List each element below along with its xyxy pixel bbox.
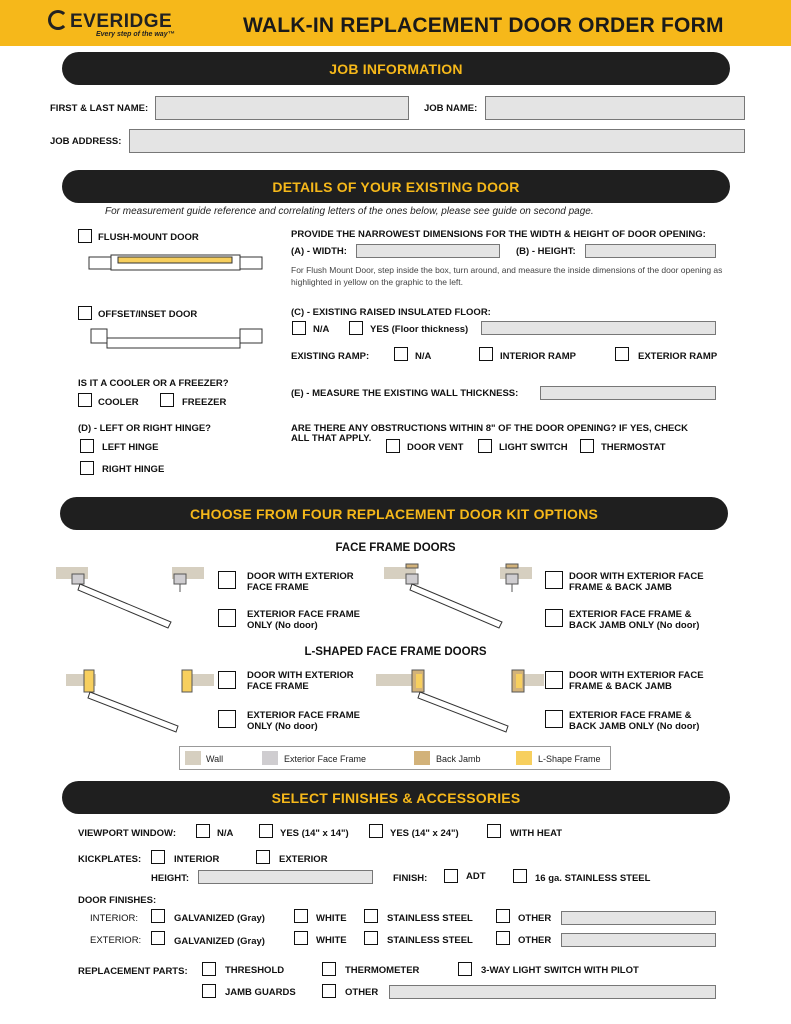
kickplate-finish-label: FINISH: — [393, 873, 428, 884]
cooler-checkbox[interactable] — [78, 393, 92, 407]
legend-swatch-back-jamb — [414, 751, 430, 765]
kit-face-jamb-door-label-1: DOOR WITH EXTERIOR FACE — [569, 571, 704, 582]
kit-l-door-label-1: DOOR WITH EXTERIOR — [247, 670, 354, 681]
light-switch-checkbox[interactable] — [478, 439, 492, 453]
exterior-white-checkbox[interactable] — [294, 931, 308, 945]
kits-banner: CHOOSE FROM FOUR REPLACEMENT DOOR KIT OPTIONS — [60, 497, 728, 530]
viewport-heat-checkbox[interactable] — [487, 824, 501, 838]
kickplate-height-field[interactable] — [198, 870, 373, 884]
exterior-white-label: WHITE — [316, 935, 347, 946]
door-finishes-label: DOOR FINISHES: — [78, 895, 157, 906]
wall-thickness-label: (E) - MEASURE THE EXISTING WALL THICKNESS: — [291, 388, 519, 399]
threshold-checkbox[interactable] — [202, 962, 216, 976]
interior-finish-label: INTERIOR: — [90, 913, 139, 924]
guide-note: For measurement guide reference and correlating letters of the ones below, please see guide on second page. — [105, 206, 594, 217]
exterior-galv-label: GALVANIZED (Gray) — [174, 936, 265, 947]
interior-other-checkbox[interactable] — [496, 909, 510, 923]
offset-inset-diagram — [90, 326, 266, 354]
legend-label-back-jamb: Back Jamb — [436, 754, 481, 764]
height-label: (B) - HEIGHT: — [516, 246, 576, 257]
floor-yes-checkbox[interactable] — [349, 321, 363, 335]
kit-face-only-checkbox[interactable] — [218, 609, 236, 627]
name-label: FIRST & LAST NAME: — [50, 103, 149, 114]
jamb-guards-label: JAMB GUARDS — [225, 987, 296, 998]
kit-l-jamb-door-label-1: DOOR WITH EXTERIOR FACE — [569, 670, 704, 681]
legend-swatch-l-shape — [516, 751, 532, 765]
narrowest-label: PROVIDE THE NARROWEST DIMENSIONS FOR THE WIDTH & HEIGHT OF DOOR OPENING: — [291, 229, 706, 240]
exterior-other-label: OTHER — [518, 935, 552, 946]
finish-stainless16-checkbox[interactable] — [513, 869, 527, 883]
kit-face-only-label-1: EXTERIOR FACE FRAME — [247, 609, 360, 620]
finish-adt-label: ADT — [466, 871, 486, 882]
finish-adt-checkbox[interactable] — [444, 869, 458, 883]
width-field[interactable] — [356, 244, 500, 258]
form-title: WALK-IN REPLACEMENT DOOR ORDER FORM — [243, 14, 724, 37]
kickplate-interior-label: INTERIOR — [174, 854, 220, 865]
ramp-label: EXISTING RAMP: — [291, 351, 370, 362]
kit-l-jamb-only-label-2: BACK JAMB ONLY (No door) — [569, 721, 700, 732]
kickplate-exterior-checkbox[interactable] — [256, 850, 270, 864]
face-frame-title: FACE FRAME DOORS — [335, 542, 456, 554]
kit-l-jamb-door-checkbox[interactable] — [545, 671, 563, 689]
l-shaped-title: L-SHAPED FACE FRAME DOORS — [304, 646, 487, 658]
flush-mount-diagram — [88, 250, 264, 276]
viewport-na-checkbox[interactable] — [196, 824, 210, 838]
replacement-parts-label: REPLACEMENT PARTS: — [78, 966, 188, 977]
kit-l-jamb-door-label-2: FRAME & BACK JAMB — [569, 681, 672, 692]
kit-face-only-label-2: ONLY (No door) — [247, 620, 318, 631]
thermometer-label: THERMOMETER — [345, 965, 420, 976]
light-switch-pilot-checkbox[interactable] — [458, 962, 472, 976]
kit-l-door-label-2: FACE FRAME — [247, 681, 309, 692]
ramp-na-label: N/A — [415, 351, 432, 362]
kickplate-height-label: HEIGHT: — [151, 873, 189, 884]
logo-text: EVERIDGE — [70, 11, 173, 32]
job-name-field[interactable] — [485, 96, 745, 120]
kit-l-door-checkbox[interactable] — [218, 671, 236, 689]
logo-icon — [48, 10, 68, 30]
kit-face-jamb-only-label-2: BACK JAMB ONLY (No door) — [569, 620, 700, 631]
job-name-label: JOB NAME: — [424, 103, 478, 114]
right-hinge-checkbox[interactable] — [80, 461, 94, 475]
viewport-label: VIEWPORT WINDOW: — [78, 828, 176, 839]
door-vent-label: DOOR VENT — [407, 442, 464, 453]
freezer-label: FREEZER — [182, 397, 227, 408]
floor-na-label: N/A — [313, 324, 330, 335]
kickplate-interior-checkbox[interactable] — [151, 850, 165, 864]
exterior-stainless-checkbox[interactable] — [364, 931, 378, 945]
interior-other-label: OTHER — [518, 913, 552, 924]
exterior-ramp-label: EXTERIOR RAMP — [638, 351, 718, 362]
kit-face-jamb-door-checkbox[interactable] — [545, 571, 563, 589]
exterior-ramp-checkbox[interactable] — [615, 347, 629, 361]
cooler-label: COOLER — [98, 397, 139, 408]
address-field[interactable] — [129, 129, 745, 153]
interior-ramp-label: INTERIOR RAMP — [500, 351, 576, 362]
thermostat-label: THERMOSTAT — [601, 442, 666, 453]
ramp-na-checkbox[interactable] — [394, 347, 408, 361]
viewport-14x24-label: YES (14" x 24") — [390, 828, 459, 839]
flush-note: For Flush Mount Door, step inside the box, turn around, and measure the inside dimensions of the door opening as highlighted in yellow on the graphic to the left. — [291, 265, 723, 287]
face-frame-diagram-right — [384, 562, 534, 640]
viewport-na-label: N/A — [217, 828, 234, 839]
viewport-14x24-checkbox[interactable] — [369, 824, 383, 838]
name-field[interactable] — [155, 96, 409, 120]
offset-inset-label: OFFSET/INSET DOOR — [98, 309, 198, 320]
interior-galv-checkbox[interactable] — [151, 909, 165, 923]
freezer-checkbox[interactable] — [160, 393, 174, 407]
exterior-galv-checkbox[interactable] — [151, 931, 165, 945]
raised-floor-label: (C) - EXISTING RAISED INSULATED FLOOR: — [291, 307, 491, 318]
floor-yes-label: YES (Floor thickness) — [370, 324, 469, 335]
floor-thickness-field[interactable] — [481, 321, 716, 335]
light-switch-pilot-label: 3-WAY LIGHT SWITCH WITH PILOT — [481, 965, 639, 976]
l-shaped-diagram-right — [376, 666, 546, 738]
exterior-stainless-label: STAINLESS STEEL — [387, 935, 473, 946]
cooler-question: IS IT A COOLER OR A FREEZER? — [78, 378, 229, 389]
interior-galv-label: GALVANIZED (Gray) — [174, 913, 265, 924]
hinge-question: (D) - LEFT OR RIGHT HINGE? — [78, 423, 211, 434]
flush-mount-checkbox[interactable] — [78, 229, 92, 243]
address-label: JOB ADDRESS: — [50, 136, 122, 147]
kickplate-exterior-label: EXTERIOR — [279, 854, 328, 865]
offset-inset-checkbox[interactable] — [78, 306, 92, 320]
finishes-banner: SELECT FINISHES & ACCESSORIES — [62, 781, 730, 814]
interior-other-field[interactable] — [561, 911, 716, 925]
existing-door-banner: DETAILS OF YOUR EXISTING DOOR — [62, 170, 730, 203]
interior-white-label: WHITE — [316, 913, 347, 924]
legend-swatch-wall — [185, 751, 201, 765]
legend-label-wall: Wall — [206, 754, 224, 764]
thermostat-checkbox[interactable] — [580, 439, 594, 453]
kit-l-jamb-only-checkbox[interactable] — [545, 710, 563, 728]
kit-face-jamb-door-label-2: FRAME & BACK JAMB — [569, 582, 672, 593]
wall-thickness-field[interactable] — [540, 386, 716, 400]
legend-label-l-shape: L-Shape Frame — [538, 754, 601, 764]
kickplates-label: KICKPLATES: — [78, 854, 142, 865]
threshold-label: THRESHOLD — [225, 965, 285, 976]
floor-na-checkbox[interactable] — [292, 321, 306, 335]
height-field[interactable] — [585, 244, 716, 258]
interior-ramp-checkbox[interactable] — [479, 347, 493, 361]
legend-label-face-frame: Exterior Face Frame — [284, 754, 367, 764]
legend-swatch-face-frame — [262, 751, 278, 765]
finish-stainless16-label: 16 ga. STAINLESS STEEL — [535, 873, 651, 884]
light-switch-label: LIGHT SWITCH — [499, 442, 568, 453]
exterior-finish-label: EXTERIOR: — [90, 935, 142, 946]
logo — [48, 10, 172, 33]
parts-other-field[interactable] — [389, 985, 716, 999]
left-hinge-checkbox[interactable] — [80, 439, 94, 453]
viewport-heat-label: WITH HEAT — [510, 828, 563, 839]
viewport-14x14-checkbox[interactable] — [259, 824, 273, 838]
l-shaped-diagram-left — [66, 666, 216, 738]
interior-white-checkbox[interactable] — [294, 909, 308, 923]
obstruction-question-2: ALL THAT APPLY. — [291, 433, 372, 444]
exterior-other-checkbox[interactable] — [496, 931, 510, 945]
kit-l-only-label-1: EXTERIOR FACE FRAME — [247, 710, 360, 721]
left-hinge-label: LEFT HINGE — [102, 442, 159, 453]
tagline: Every step of the way™ — [96, 31, 175, 38]
kit-l-only-label-2: ONLY (No door) — [247, 721, 318, 732]
interior-stainless-checkbox[interactable] — [364, 909, 378, 923]
door-vent-checkbox[interactable] — [386, 439, 400, 453]
interior-stainless-label: STAINLESS STEEL — [387, 913, 473, 924]
flush-mount-label: FLUSH-MOUNT DOOR — [98, 232, 199, 243]
kit-face-door-checkbox[interactable] — [218, 571, 236, 589]
jamb-guards-checkbox[interactable] — [202, 984, 216, 998]
exterior-other-field[interactable] — [561, 933, 716, 947]
width-label: (A) - WIDTH: — [291, 246, 347, 257]
kit-l-only-checkbox[interactable] — [218, 710, 236, 728]
kit-face-door-label-2: FACE FRAME — [247, 582, 309, 593]
kit-face-jamb-only-label-1: EXTERIOR FACE FRAME & — [569, 609, 692, 620]
viewport-14x14-label: YES (14" x 14") — [280, 828, 349, 839]
thermometer-checkbox[interactable] — [322, 962, 336, 976]
obstruction-question: ARE THERE ANY OBSTRUCTIONS WITHIN 8" OF THE DOOR OPENING? IF YES, CHECK — [291, 423, 689, 434]
parts-other-checkbox[interactable] — [322, 984, 336, 998]
job-info-banner: JOB INFORMATION — [62, 52, 730, 85]
face-frame-diagram-left — [56, 562, 206, 640]
kit-l-jamb-only-label-1: EXTERIOR FACE FRAME & — [569, 710, 692, 721]
parts-other-label: OTHER — [345, 987, 379, 998]
right-hinge-label: RIGHT HINGE — [102, 464, 165, 475]
kit-face-jamb-only-checkbox[interactable] — [545, 609, 563, 627]
kit-face-door-label-1: DOOR WITH EXTERIOR — [247, 571, 354, 582]
